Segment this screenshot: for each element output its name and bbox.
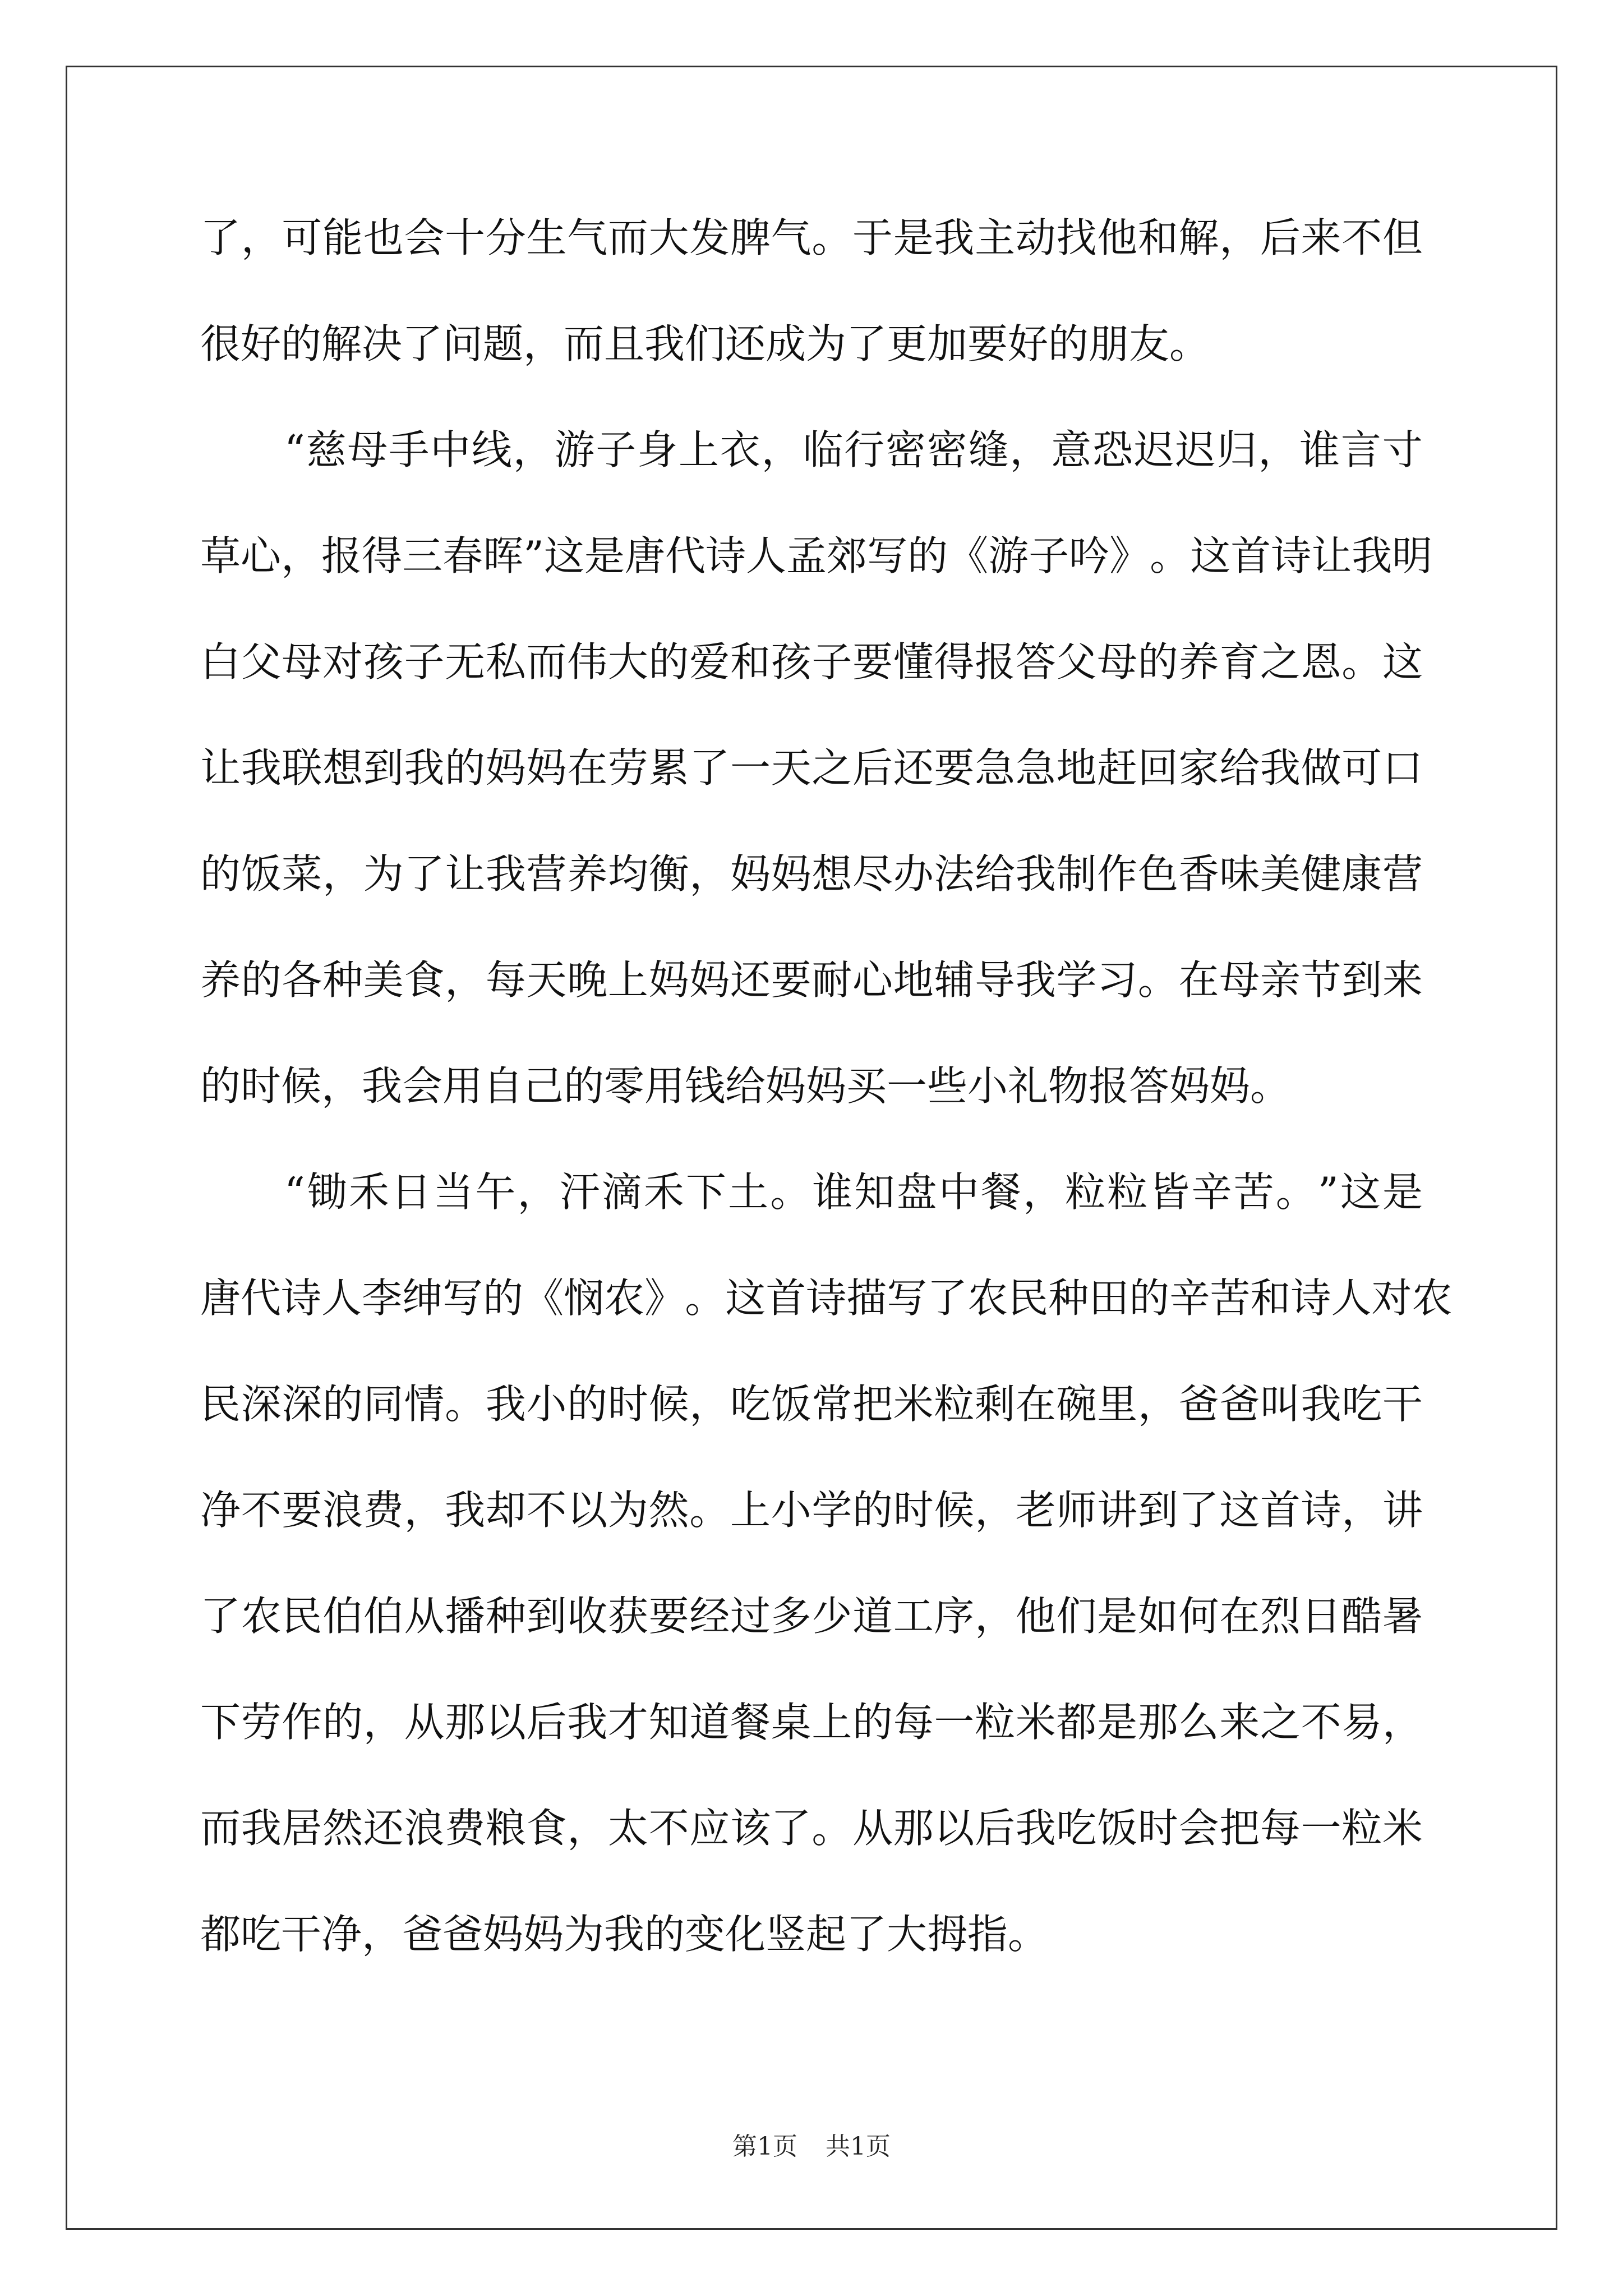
text-line: 让 我 联 想 到 我 的 妈 妈 在 劳 累 了 一 天 之 后 还 要 急 急 地 赶 回 家 给 我 做 可 口	[200, 744, 1423, 792]
text-line: 白 父 母 对 孩 子 无 私 而 伟 大 的 爱 和 孩 子 要 懂 得 报 答 父 母 的 养 育 之 恩 。 这	[200, 638, 1423, 685]
text-line: 养 的 各 种 美 食 ， 每 天 晚 上 妈 妈 还 要 耐 心 地 辅 导 我 学 习 。 在 母 亲 节 到 来	[200, 956, 1423, 1004]
text-line: “ 慈 母 手 中 线 ， 游 子 身 上 衣 ， 临 行 密 密 缝 ， 意 恐 迟 迟 归 ， 谁 言 寸	[284, 426, 1423, 473]
text-line: 民 深 深 的 同 情 。 我 小 的 时 候 ， 吃 饭 常 把 米 粒 剩 在 碗 里 ， 爸 爸 叫 我 吃 干	[200, 1381, 1423, 1428]
page-number: 第1页	[732, 2132, 797, 2161]
text-line: 净 不 要 浪 费 ， 我 却 不 以 为 然 。 上 小 学 的 时 候 ， 老 师 讲 到 了 这 首 诗 ， 讲	[200, 1487, 1423, 1534]
paragraph	[200, 397, 1433, 1139]
text-line: 的时候，我会用自己的零用钱给妈妈买一些小礼物报答妈妈。	[200, 1062, 1291, 1110]
text-line: 了 ， 可 能 也 会 十 分 生 气 而 大 发 脾 气 。 于 是 我 主 动 找 他 和 解 ， 后 来 不 但	[200, 214, 1423, 261]
page-count: 共1页	[826, 2132, 891, 2161]
text-line: 了 农 民 伯 伯 从 播 种 到 收 获 要 经 过 多 少 道 工 序 ， 他 们 是 如 何 在 烈 日 酷 暑	[200, 1593, 1423, 1640]
page-footer	[0, 2126, 1623, 2162]
text-line: 唐 代 诗 人 李 绅 写 的 《 悯 农 》 。 这 首 诗 描 写 了 农 民 种 田 的 辛 苦 和 诗 人 对 农	[200, 1274, 1453, 1322]
paragraph	[200, 185, 1423, 397]
document-body	[200, 185, 1453, 1987]
text-line: 而 我 居 然 还 浪 费 粮 食 ， 太 不 应 该 了 。 从 那 以 后 我 吃 饭 时 会 把 每 一 粒 米	[200, 1805, 1423, 1852]
paragraph	[200, 1139, 1453, 1987]
text-line: 的 饭 菜 ， 为 了 让 我 营 养 均 衡 ， 妈 妈 想 尽 办 法 给 我 制 作 色 香 味 美 健 康 营	[200, 850, 1423, 898]
text-line: 下 劳 作 的 ， 从 那 以 后 我 才 知 道 餐 桌 上 的 每 一 粒 米 都 是 那 么 来 之 不 易 ，	[200, 1699, 1423, 1746]
text-line: “ 锄 禾 日 当 午 ， 汗 滴 禾 下 土 。 谁 知 盘 中 餐 ， 粒 粒 皆 辛 苦 。 ” 这 是	[284, 1168, 1423, 1216]
text-line: 草 心 ， 报 得 三 春 晖 ” 这 是 唐 代 诗 人 孟 郊 写 的 《 游 子 吟 》 。 这 首 诗 让 我 明	[200, 532, 1433, 579]
text-line: 很好的解决了问题，而且我们还成为了更加要好的朋友。	[200, 320, 1210, 367]
text-line: 都吃干净，爸爸妈妈为我的变化竖起了大拇指。	[200, 1911, 1049, 1958]
